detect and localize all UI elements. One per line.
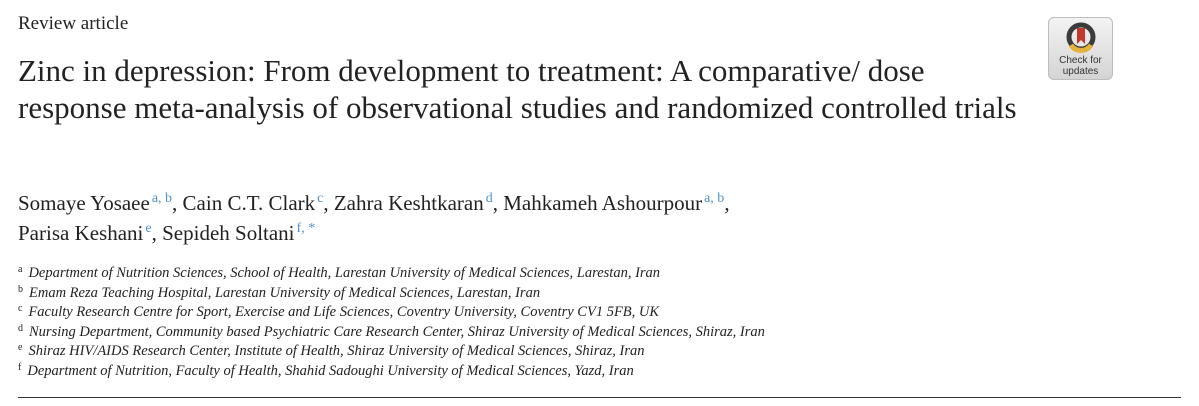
affiliation-text: Faculty Research Centre for Sport, Exercise and Life Sciences, Coventry University, Coventry CV1 5FB, UK <box>28 304 660 321</box>
author-affiliation-ref[interactable]: e <box>145 221 152 236</box>
author-name[interactable]: Zahra Keshtkaran <box>333 191 484 215</box>
check-for-updates-icon <box>1065 22 1097 54</box>
article-title: Zinc in depression: From development to treatment: A comparative/ dose response meta-analysis of observational studies and randomized controlled trials <box>18 53 1017 125</box>
author-separator: , <box>151 221 163 245</box>
affiliation-item <box>18 264 1018 284</box>
section-divider <box>18 397 1181 398</box>
author-affiliation-ref[interactable]: d <box>485 191 493 206</box>
affiliation-text: Shiraz HIV/AIDS Research Center, Institute of Health, Shiraz University of Medical Sciences, Shiraz, Iran <box>28 343 645 360</box>
affiliation-key: f <box>18 361 22 373</box>
affiliation-text: Department of Nutrition Sciences, School of Health, Larestan University of Medical Sciences, Larestan, Iran <box>28 265 661 281</box>
author-affiliation-ref[interactable]: c <box>317 191 324 206</box>
author-affiliation-ref[interactable]: a, b <box>151 191 173 206</box>
article-type: Review article <box>18 13 129 34</box>
affiliation-key: c <box>18 303 23 315</box>
author-name[interactable]: Somaye Yosaee <box>18 191 150 215</box>
affiliation-key: b <box>18 283 23 295</box>
badge-line-2: updates <box>1062 66 1099 77</box>
check-for-updates-badge[interactable] <box>1048 17 1113 80</box>
affiliation-item <box>18 362 1018 382</box>
author-affiliation-ref[interactable]: a, b <box>704 191 725 206</box>
badge-line-1: Check for <box>1059 55 1102 66</box>
author-list <box>18 188 1018 248</box>
affiliation-key: d <box>18 322 23 334</box>
affiliation-item <box>18 284 1018 304</box>
affiliation-text: Emam Reza Teaching Hospital, Larestan University of Medical Sciences, Larestan, Iran <box>29 284 541 301</box>
check-for-updates-label <box>1049 55 1112 77</box>
author-affiliation-ref[interactable]: f, * <box>296 221 316 236</box>
affiliation-key: e <box>18 342 23 354</box>
affiliation-item <box>18 323 1018 343</box>
affiliation-list <box>18 264 1018 382</box>
affiliation-text: Department of Nutrition, Faculty of Health, Shahid Sadoughi University of Medical Sciences, Yazd, Iran <box>27 362 634 379</box>
author-name[interactable]: Mahkameh Ashourpour <box>503 191 703 215</box>
affiliation-item <box>18 342 1018 362</box>
author-separator: , <box>172 191 183 215</box>
author-name[interactable]: Parisa Keshani <box>18 221 144 245</box>
author-separator: , <box>492 191 504 215</box>
author-separator: , <box>323 191 334 215</box>
affiliation-key: a <box>18 264 23 275</box>
affiliation-item <box>18 303 1018 323</box>
author-name[interactable]: Cain C.T. Clark <box>182 191 316 215</box>
author-name[interactable]: Sepideh Soltani <box>162 221 295 245</box>
affiliation-text: Nursing Department, Community based Psychiatric Care Research Center, Shiraz University of Medical Sciences, Shiraz, Iran <box>29 323 765 340</box>
author-separator: , <box>724 191 730 215</box>
